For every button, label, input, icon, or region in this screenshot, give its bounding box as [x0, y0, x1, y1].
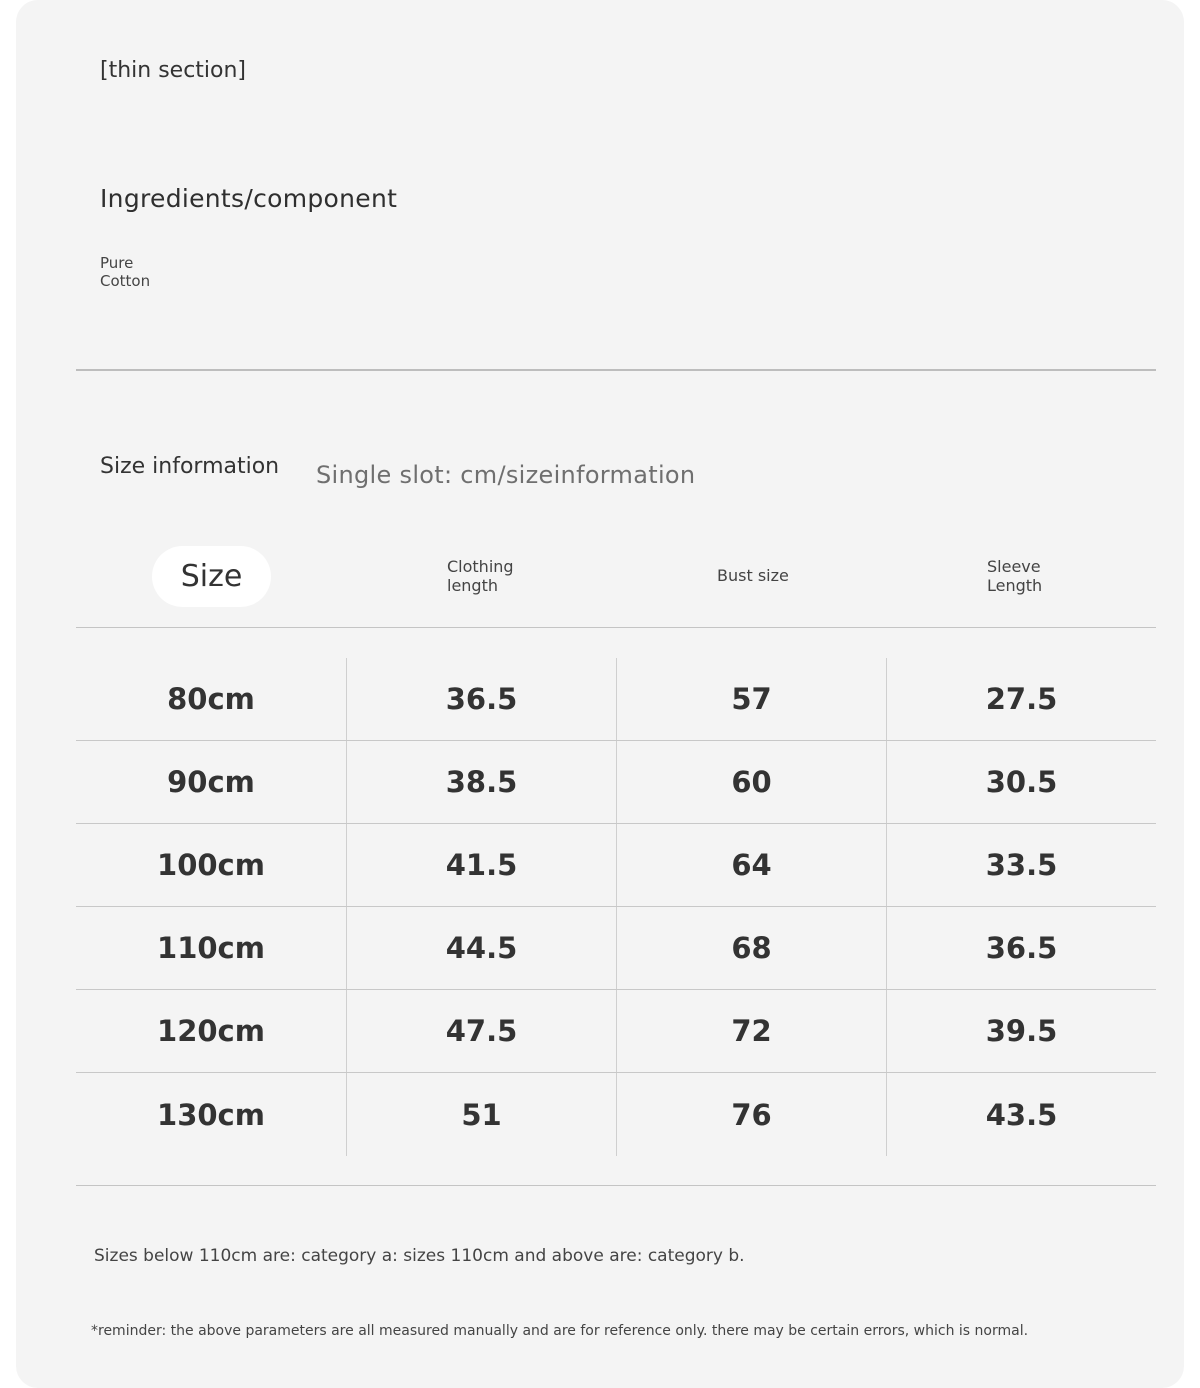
category-note: Sizes below 110cm are: category a: sizes 110cm and above are: category b. [94, 1246, 745, 1266]
clothing-length-cell: 36.5 [346, 658, 616, 740]
size-table [76, 658, 1156, 1156]
sleeve-length-cell: 36.5 [886, 907, 1156, 989]
sleeve-length-cell: 27.5 [886, 658, 1156, 740]
table-row [76, 658, 1156, 741]
section-tag: [thin section] [100, 58, 247, 83]
bust-size-cell: 64 [616, 824, 886, 906]
clothing-length-cell: 51 [346, 1073, 616, 1156]
size-column-header: Size [152, 546, 271, 607]
table-bottom-divider [76, 1185, 1156, 1186]
reminder-note: *reminder: the above parameters are all measured manually and are for reference only. there may be certain errors, which is normal. [91, 1323, 1029, 1339]
table-row [76, 1073, 1156, 1156]
size-chart-card [16, 0, 1184, 1388]
material-value: Pure Cotton [100, 254, 151, 290]
sleeve-length-cell: 33.5 [886, 824, 1156, 906]
bust-size-cell: 72 [616, 990, 886, 1072]
size-cell: 110cm [157, 931, 265, 965]
unit-note: Single slot: cm/sizeinformation [316, 461, 696, 489]
table-row [76, 907, 1156, 990]
bust-size-cell: 76 [616, 1073, 886, 1156]
clothing-length-cell: 47.5 [346, 990, 616, 1072]
bust-size-cell: 68 [616, 907, 886, 989]
size-cell: 120cm [157, 1014, 265, 1048]
bust-size-header: Bust size [717, 566, 789, 585]
table-row [76, 990, 1156, 1073]
table-row [76, 741, 1156, 824]
clothing-length-header: Clothing length [447, 557, 514, 595]
clothing-length-cell: 41.5 [346, 824, 616, 906]
table-row [76, 824, 1156, 907]
sleeve-length-cell: 30.5 [886, 741, 1156, 823]
clothing-length-cell: 38.5 [346, 741, 616, 823]
bust-size-cell: 60 [616, 741, 886, 823]
size-info-title: Size information [100, 454, 280, 479]
sleeve-length-cell: 43.5 [886, 1073, 1156, 1156]
ingredients-title: Ingredients/component [100, 184, 398, 213]
size-cell: 130cm [157, 1097, 265, 1132]
size-cell: 100cm [157, 848, 265, 882]
clothing-length-cell: 44.5 [346, 907, 616, 989]
sleeve-length-header: Sleeve Length [987, 557, 1043, 595]
bust-size-cell: 57 [616, 658, 886, 740]
header-divider [76, 627, 1156, 628]
section-divider [76, 369, 1156, 371]
size-cell: 90cm [167, 765, 255, 799]
size-cell: 80cm [167, 682, 255, 716]
sleeve-length-cell: 39.5 [886, 990, 1156, 1072]
